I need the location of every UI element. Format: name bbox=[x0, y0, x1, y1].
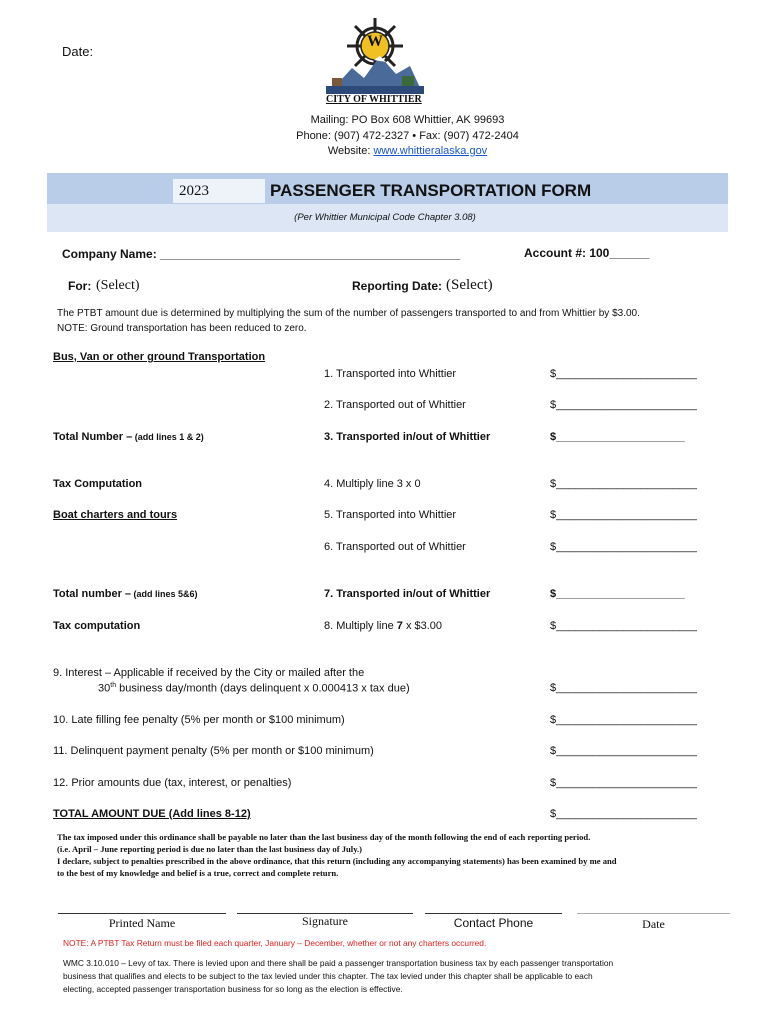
date-label: Date: bbox=[62, 44, 94, 59]
line-3-label: 3. Transported in/out of Whittier bbox=[324, 431, 491, 443]
website bbox=[0, 145, 770, 157]
line-2-label: 2. Transported out of Whittier bbox=[324, 399, 466, 411]
line-11-field[interactable]: $_______________________ bbox=[550, 745, 697, 757]
declaration-line-4: to the best of my knowledge and belief is a true, correct and complete return. bbox=[57, 868, 339, 878]
intro-text: The PTBT amount due is determined by multiplying the sum of the number of passengers transported to and from Whittier by $3.00. bbox=[57, 308, 640, 319]
line-8-label: 8. Multiply line 7 x $3.00 bbox=[324, 620, 443, 632]
form-subtitle: (Per Whittier Municipal Code Chapter 3.08) bbox=[294, 212, 476, 223]
wmc-line-2: business that qualifies and elects to be subject to the tax levied under this chapter. The tax levied under this chapter shall be applicable to each bbox=[63, 971, 593, 981]
line-3-field[interactable]: $_____________________ bbox=[550, 431, 685, 443]
total-amount-due-field[interactable]: $_______________________ bbox=[550, 808, 697, 820]
printed-name-line[interactable] bbox=[58, 913, 226, 914]
intro-note: NOTE: Ground transportation has been reduced to zero. bbox=[57, 323, 307, 334]
line-9-field[interactable]: $_______________________ bbox=[550, 682, 697, 694]
line-7-label: 7. Transported in/out of Whittier bbox=[324, 588, 491, 600]
line-5-field[interactable]: $_______________________ bbox=[550, 509, 697, 521]
contact-phone-caption: Contact Phone bbox=[453, 916, 534, 930]
reporting-date-select[interactable]: (Select) bbox=[446, 277, 493, 293]
line-8-field[interactable]: $_______________________ bbox=[550, 620, 697, 632]
total-amount-due-label: TOTAL AMOUNT DUE (Add lines 8-12) bbox=[53, 808, 251, 820]
total-2-label: Total number – (add lines 5&6) bbox=[53, 588, 198, 600]
line-6-field[interactable]: $_______________________ bbox=[550, 541, 697, 553]
line-10-label: 10. Late filling fee penalty (5% per month or $100 minimum) bbox=[53, 714, 345, 726]
website-label: Website: bbox=[327, 145, 374, 157]
phone-fax: Phone: (907) 472-2327 • Fax: (907) 472-2404 bbox=[296, 130, 519, 142]
year-field[interactable]: 2023 bbox=[173, 179, 265, 203]
company-name-field[interactable]: Company Name: _____________________________________________ bbox=[62, 247, 461, 261]
date-caption: Date bbox=[642, 917, 665, 931]
boat-heading: Boat charters and tours bbox=[53, 509, 178, 521]
line-4-label: 4. Multiply line 3 x 0 bbox=[324, 478, 421, 490]
line-9-continued: 30th business day/month (days delinquent x 0.000413 x tax due) bbox=[98, 682, 410, 695]
line-9-label: 9. Interest – Applicable if received by the City or mailed after the bbox=[53, 667, 365, 679]
mailing-address: Mailing: PO Box 608 Whittier, AK 99693 bbox=[310, 114, 505, 126]
wmc-line-1: WMC 3.10.010 – Levy of tax. There is levied upon and there shall be paid a passenger transportation business tax by each passenger transportation bbox=[63, 958, 614, 968]
signature-caption: Signature bbox=[302, 914, 348, 928]
tax-computation-1-label: Tax Computation bbox=[53, 478, 143, 490]
form-title: PASSENGER TRANSPORTATION FORM bbox=[270, 181, 592, 200]
line-10-field[interactable]: $_______________________ bbox=[550, 714, 697, 726]
wmc-line-3: electing, accepted passenger transportation business for so long as the election is effective. bbox=[63, 984, 403, 994]
website-link[interactable]: www.whittieralaska.gov bbox=[373, 145, 488, 157]
line-4-field[interactable]: $_______________________ bbox=[550, 478, 697, 490]
reporting-date-label: Reporting Date: bbox=[352, 279, 442, 293]
line-7-field[interactable]: $_____________________ bbox=[550, 588, 685, 600]
printed-name-caption: Printed Name bbox=[108, 916, 176, 930]
declaration-line-2: (i.e. April – June reporting period is due no later than the last business day of July.) bbox=[57, 844, 363, 854]
logo-caption: CITY OF WHITTIER bbox=[326, 94, 422, 105]
logo-letter: W bbox=[367, 33, 383, 50]
line-1-label: 1. Transported into Whittier bbox=[324, 368, 457, 380]
declaration-line-1: The tax imposed under this ordinance shall be payable no later than the last business day of the month following the end of each reporting period. bbox=[57, 832, 591, 842]
contact-phone-line[interactable] bbox=[425, 913, 562, 914]
bus-heading: Bus, Van or other ground Transportation bbox=[53, 351, 266, 363]
line-5-label: 5. Transported into Whittier bbox=[324, 509, 457, 521]
line-12-field[interactable]: $_______________________ bbox=[550, 777, 697, 789]
line-2-field[interactable]: $_______________________ bbox=[550, 399, 697, 411]
line-11-label: 11. Delinquent payment penalty (5% per month or $100 minimum) bbox=[53, 745, 374, 757]
footer-note: NOTE: A PTBT Tax Return must be filed each quarter, January – December, whether or not any charters occurred. bbox=[63, 938, 487, 948]
tax-computation-2-label: Tax computation bbox=[53, 620, 141, 632]
account-number-field[interactable]: Account #: 100______ bbox=[524, 246, 650, 260]
declaration-line-3: I declare, subject to penalties prescribed in the above ordinance, that this return (including any accompanying statements) has been examined by me and bbox=[57, 856, 617, 866]
total-1-label: Total Number – (add lines 1 & 2) bbox=[53, 431, 204, 443]
line-6-label: 6. Transported out of Whittier bbox=[324, 541, 466, 553]
line-1-field[interactable]: $_______________________ bbox=[550, 368, 697, 380]
line-12-label: 12. Prior amounts due (tax, interest, or penalties) bbox=[53, 777, 292, 789]
for-select[interactable]: (Select) bbox=[96, 278, 140, 293]
for-label: For: bbox=[68, 279, 92, 293]
date-line[interactable] bbox=[577, 913, 730, 914]
